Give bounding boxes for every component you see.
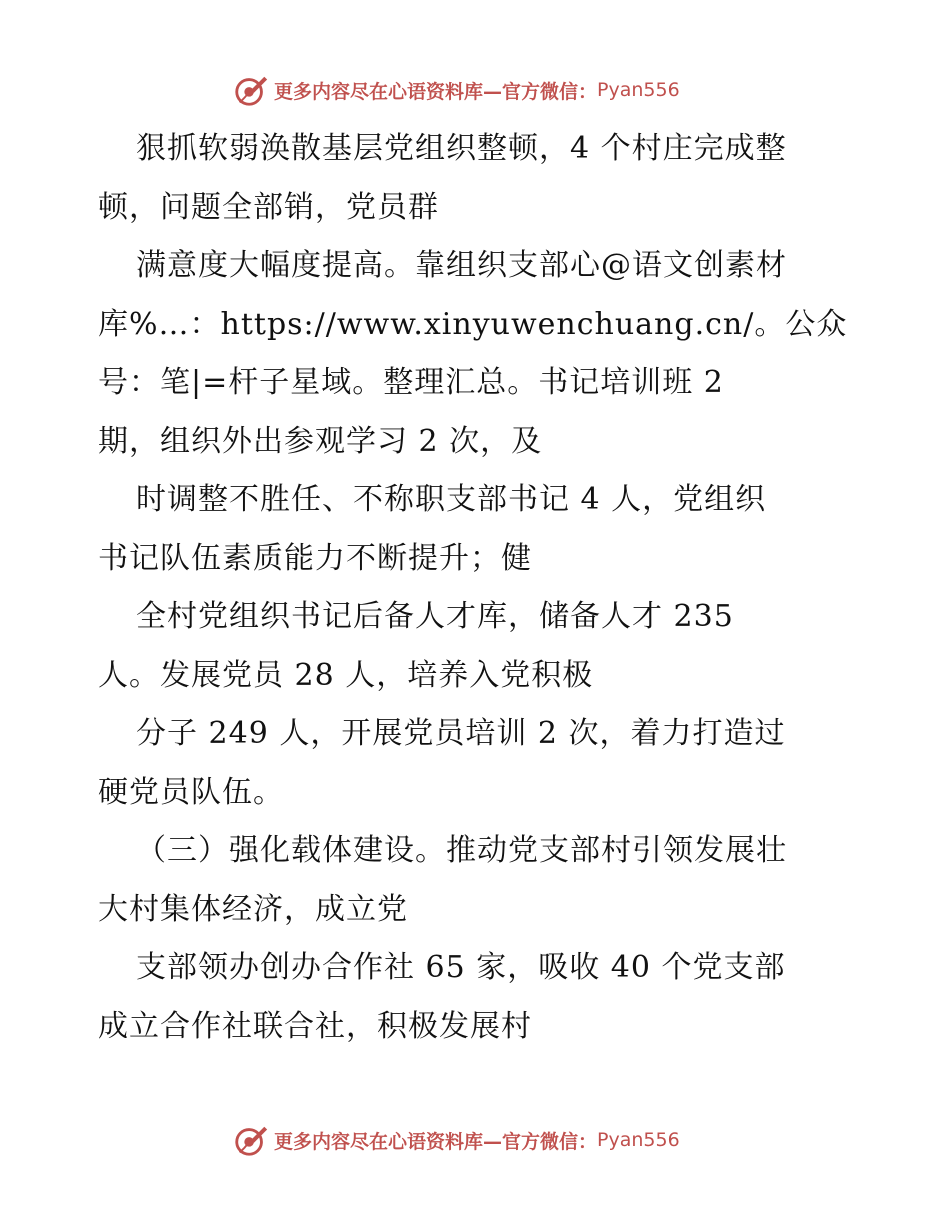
text-line: 库%…：https://www.xinyuwenchuang.cn/。公众	[98, 306, 848, 342]
banner-text: 更多内容尽在心语资料库—官方微信：	[274, 1130, 598, 1153]
text-line: 分子 249 人，开展党员培训 2 次，着力打造过	[136, 716, 786, 751]
text-line: 硬党员队伍。	[98, 774, 284, 810]
text-line: （三）强化载体建设。推动党支部村引领发展壮	[136, 833, 787, 868]
text-line: 人。发展党员 28 人，培养入党积极	[98, 657, 594, 693]
document-body	[98, 120, 858, 1056]
pen-logo-icon	[232, 71, 270, 109]
text-line: 满意度大幅度提高。靠组织支部心@语文创素材	[136, 248, 787, 283]
banner-contact: Pyan556	[597, 79, 680, 101]
text-line: 期，组织外出参观学习 2 次，及	[98, 423, 543, 459]
text-line: 号：笔|=杆子星域。整理汇总。书记培训班 2	[98, 365, 724, 400]
text-line: 时调整不胜任、不称职支部书记 4 人，党组织	[136, 482, 767, 517]
footer-banner	[232, 1120, 680, 1160]
pen-logo-icon	[232, 1121, 270, 1159]
text-line: 全村党组织书记后备人才库，储备人才 235	[136, 599, 734, 634]
text-line: 支部领办创办合作社 65 家，吸收 40 个党支部	[136, 950, 786, 985]
header-banner	[232, 70, 680, 110]
text-line: 书记队伍素质能力不断提升；健	[98, 540, 532, 576]
banner-text: 更多内容尽在心语资料库—官方微信：	[274, 80, 598, 103]
text-line: 狠抓软弱涣散基层党组织整顿，4 个村庄完成整	[136, 131, 787, 166]
text-line: 顿，问题全部销，党员群	[98, 189, 439, 225]
banner-contact: Pyan556	[597, 1129, 680, 1151]
text-line: 成立合作社联合社，积极发展村	[98, 1008, 532, 1044]
text-line: 大村集体经济，成立党	[98, 891, 408, 927]
